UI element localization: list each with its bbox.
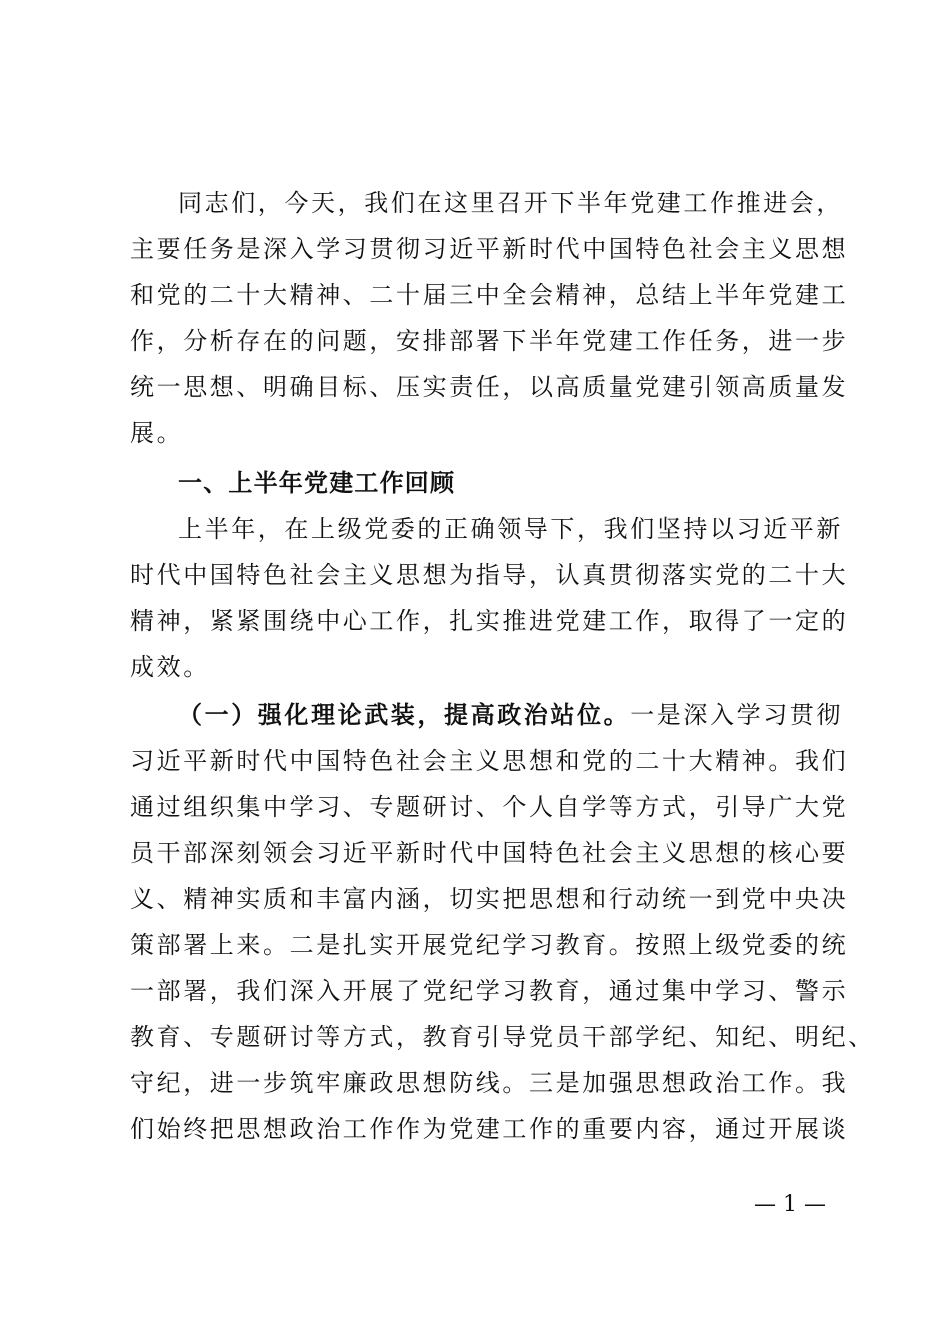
paragraph-line: 成效。 bbox=[130, 653, 210, 681]
paragraph-line: 员干部深刻领会习近平新时代中国特色社会主义思想的核心要 bbox=[130, 839, 849, 867]
subheading-title: （一）强化理论武装，提高政治站位。 bbox=[178, 700, 631, 729]
paragraph-line: 们始终把思想政治工作作为党建工作的重要内容，通过开展谈 bbox=[130, 1115, 849, 1143]
paragraph-line: 和党的二十大精神、二十届三中全会精神，总结上半年党建工 bbox=[130, 281, 849, 309]
paragraph-line: 通过组织集中学习、专题研讨、个人自学等方式，引导广大党 bbox=[130, 793, 849, 821]
paragraph-line: 教育、专题研讨等方式，教育引导党员干部学纪、知纪、明纪、 bbox=[130, 1023, 875, 1051]
paragraph-line: 义、精神实质和丰富内涵，切实把思想和行动统一到党中央决 bbox=[130, 885, 849, 913]
subheading-continuation: 一是深入学习贯彻 bbox=[630, 701, 844, 729]
paragraph-line: 统一思想、明确目标、压实责任，以高质量党建引领高质量发 bbox=[130, 373, 849, 401]
page-number: — 1 — bbox=[754, 1192, 826, 1217]
paragraph-line: 策部署上来。二是扎实开展党纪学习教育。按照上级党委的统 bbox=[130, 931, 849, 959]
paragraph-line: 习近平新时代中国特色社会主义思想和党的二十大精神。我们 bbox=[130, 747, 849, 775]
paragraph-line: 展。 bbox=[130, 419, 184, 447]
paragraph-line: 精神，紧紧围绕中心工作，扎实推进党建工作，取得了一定的 bbox=[130, 607, 849, 635]
section-heading: 一、上半年党建工作回顾 bbox=[178, 469, 456, 497]
paragraph-line: 守纪，进一步筑牢廉政思想防线。三是加强思想政治工作。我 bbox=[130, 1069, 849, 1097]
subheading-line bbox=[178, 692, 878, 738]
paragraph-line: 时代中国特色社会主义思想为指导，认真贯彻落实党的二十大 bbox=[130, 561, 849, 589]
paragraph-line: 一部署，我们深入开展了党纪学习教育，通过集中学习、警示 bbox=[130, 977, 849, 1005]
paragraph-line: 上半年，在上级党委的正确领导下，我们坚持以习近平新 bbox=[178, 515, 843, 543]
paragraph-line: 同志们，今天，我们在这里召开下半年党建工作推进会， bbox=[178, 189, 843, 217]
paragraph-line: 作，分析存在的问题，安排部署下半年党建工作任务，进一步 bbox=[130, 327, 849, 355]
paragraph-line: 主要任务是深入学习贯彻习近平新时代中国特色社会主义思想 bbox=[130, 235, 849, 263]
